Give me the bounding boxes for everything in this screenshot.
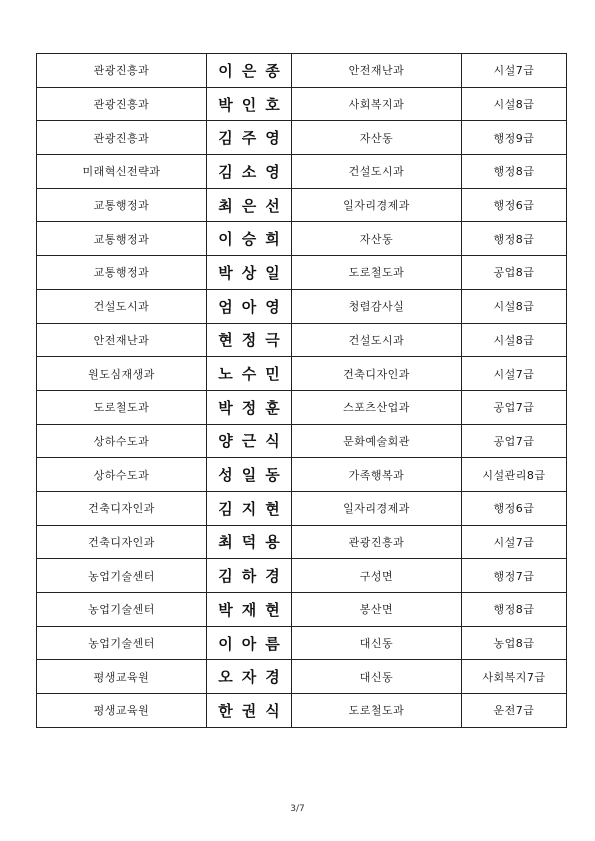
table-row	[37, 491, 567, 525]
table-row	[37, 559, 567, 593]
from-department-cell: 교통행정과	[37, 256, 207, 290]
table-row	[37, 390, 567, 424]
from-department-cell: 관광진흥과	[37, 87, 207, 121]
table-row	[37, 357, 567, 391]
personnel-transfer-table	[36, 53, 567, 728]
table-row	[37, 424, 567, 458]
table-row	[37, 626, 567, 660]
rank-cell: 행정8급	[462, 222, 567, 256]
employee-name-cell: 노수민	[207, 357, 292, 391]
table-row	[37, 87, 567, 121]
rank-cell: 공업7급	[462, 390, 567, 424]
to-department-cell: 관광진흥과	[292, 525, 462, 559]
employee-name-cell: 김하경	[207, 559, 292, 593]
from-department-cell: 건축디자인과	[37, 525, 207, 559]
employee-name-cell: 성일동	[207, 458, 292, 492]
rank-cell: 시설관리8급	[462, 458, 567, 492]
rank-cell: 사회복지7급	[462, 660, 567, 694]
from-department-cell: 평생교육원	[37, 694, 207, 728]
table-row	[37, 54, 567, 88]
to-department-cell: 도로철도과	[292, 694, 462, 728]
from-department-cell: 교통행정과	[37, 222, 207, 256]
from-department-cell: 관광진흥과	[37, 121, 207, 155]
to-department-cell: 문화예술회관	[292, 424, 462, 458]
from-department-cell: 원도심재생과	[37, 357, 207, 391]
from-department-cell: 상하수도과	[37, 458, 207, 492]
employee-name-cell: 양근식	[207, 424, 292, 458]
table-row	[37, 188, 567, 222]
from-department-cell: 안전재난과	[37, 323, 207, 357]
to-department-cell: 스포츠산업과	[292, 390, 462, 424]
to-department-cell: 대신동	[292, 626, 462, 660]
employee-name-cell: 최은선	[207, 188, 292, 222]
from-department-cell: 미래혁신전략과	[37, 155, 207, 189]
from-department-cell: 교통행정과	[37, 188, 207, 222]
from-department-cell: 관광진흥과	[37, 54, 207, 88]
from-department-cell: 상하수도과	[37, 424, 207, 458]
rank-cell: 공업7급	[462, 424, 567, 458]
to-department-cell: 안전재난과	[292, 54, 462, 88]
table-body	[37, 54, 567, 728]
employee-name-cell: 이승희	[207, 222, 292, 256]
table-row	[37, 593, 567, 627]
rank-cell: 시설7급	[462, 357, 567, 391]
table-row	[37, 289, 567, 323]
rank-cell: 시설8급	[462, 87, 567, 121]
from-department-cell: 농업기술센터	[37, 559, 207, 593]
from-department-cell: 평생교육원	[37, 660, 207, 694]
table-row	[37, 525, 567, 559]
rank-cell: 농업8급	[462, 626, 567, 660]
to-department-cell: 건축디자인과	[292, 357, 462, 391]
table-row	[37, 660, 567, 694]
table-row	[37, 155, 567, 189]
to-department-cell: 자산동	[292, 121, 462, 155]
employee-name-cell: 박정훈	[207, 390, 292, 424]
rank-cell: 시설7급	[462, 54, 567, 88]
rank-cell: 시설8급	[462, 323, 567, 357]
rank-cell: 행정8급	[462, 593, 567, 627]
to-department-cell: 건설도시과	[292, 323, 462, 357]
employee-name-cell: 박인호	[207, 87, 292, 121]
employee-name-cell: 박상일	[207, 256, 292, 290]
from-department-cell: 건설도시과	[37, 289, 207, 323]
employee-name-cell: 오자경	[207, 660, 292, 694]
employee-name-cell: 현정극	[207, 323, 292, 357]
table-row	[37, 121, 567, 155]
rank-cell: 행정6급	[462, 491, 567, 525]
to-department-cell: 자산동	[292, 222, 462, 256]
from-department-cell: 건축디자인과	[37, 491, 207, 525]
page-number: 3/7	[290, 804, 305, 814]
rank-cell: 행정8급	[462, 155, 567, 189]
employee-name-cell: 이은종	[207, 54, 292, 88]
employee-name-cell: 김주영	[207, 121, 292, 155]
table-row	[37, 256, 567, 290]
to-department-cell: 일자리경제과	[292, 491, 462, 525]
table-row	[37, 323, 567, 357]
to-department-cell: 구성면	[292, 559, 462, 593]
to-department-cell: 도로철도과	[292, 256, 462, 290]
from-department-cell: 농업기술센터	[37, 626, 207, 660]
from-department-cell: 도로철도과	[37, 390, 207, 424]
employee-name-cell: 최덕용	[207, 525, 292, 559]
rank-cell: 운전7급	[462, 694, 567, 728]
employee-name-cell: 이아름	[207, 626, 292, 660]
to-department-cell: 봉산면	[292, 593, 462, 627]
table-row	[37, 222, 567, 256]
table-row	[37, 458, 567, 492]
employee-name-cell: 엄아영	[207, 289, 292, 323]
employee-name-cell: 김지현	[207, 491, 292, 525]
rank-cell: 행정7급	[462, 559, 567, 593]
rank-cell: 행정6급	[462, 188, 567, 222]
to-department-cell: 청렴감사실	[292, 289, 462, 323]
to-department-cell: 일자리경제과	[292, 188, 462, 222]
to-department-cell: 대신동	[292, 660, 462, 694]
to-department-cell: 건설도시과	[292, 155, 462, 189]
rank-cell: 행정9급	[462, 121, 567, 155]
table-row	[37, 694, 567, 728]
rank-cell: 시설8급	[462, 289, 567, 323]
employee-name-cell: 김소영	[207, 155, 292, 189]
employee-name-cell: 한권식	[207, 694, 292, 728]
rank-cell: 공업8급	[462, 256, 567, 290]
rank-cell: 시설7급	[462, 525, 567, 559]
employee-name-cell: 박재현	[207, 593, 292, 627]
from-department-cell: 농업기술센터	[37, 593, 207, 627]
to-department-cell: 가족행복과	[292, 458, 462, 492]
to-department-cell: 사회복지과	[292, 87, 462, 121]
